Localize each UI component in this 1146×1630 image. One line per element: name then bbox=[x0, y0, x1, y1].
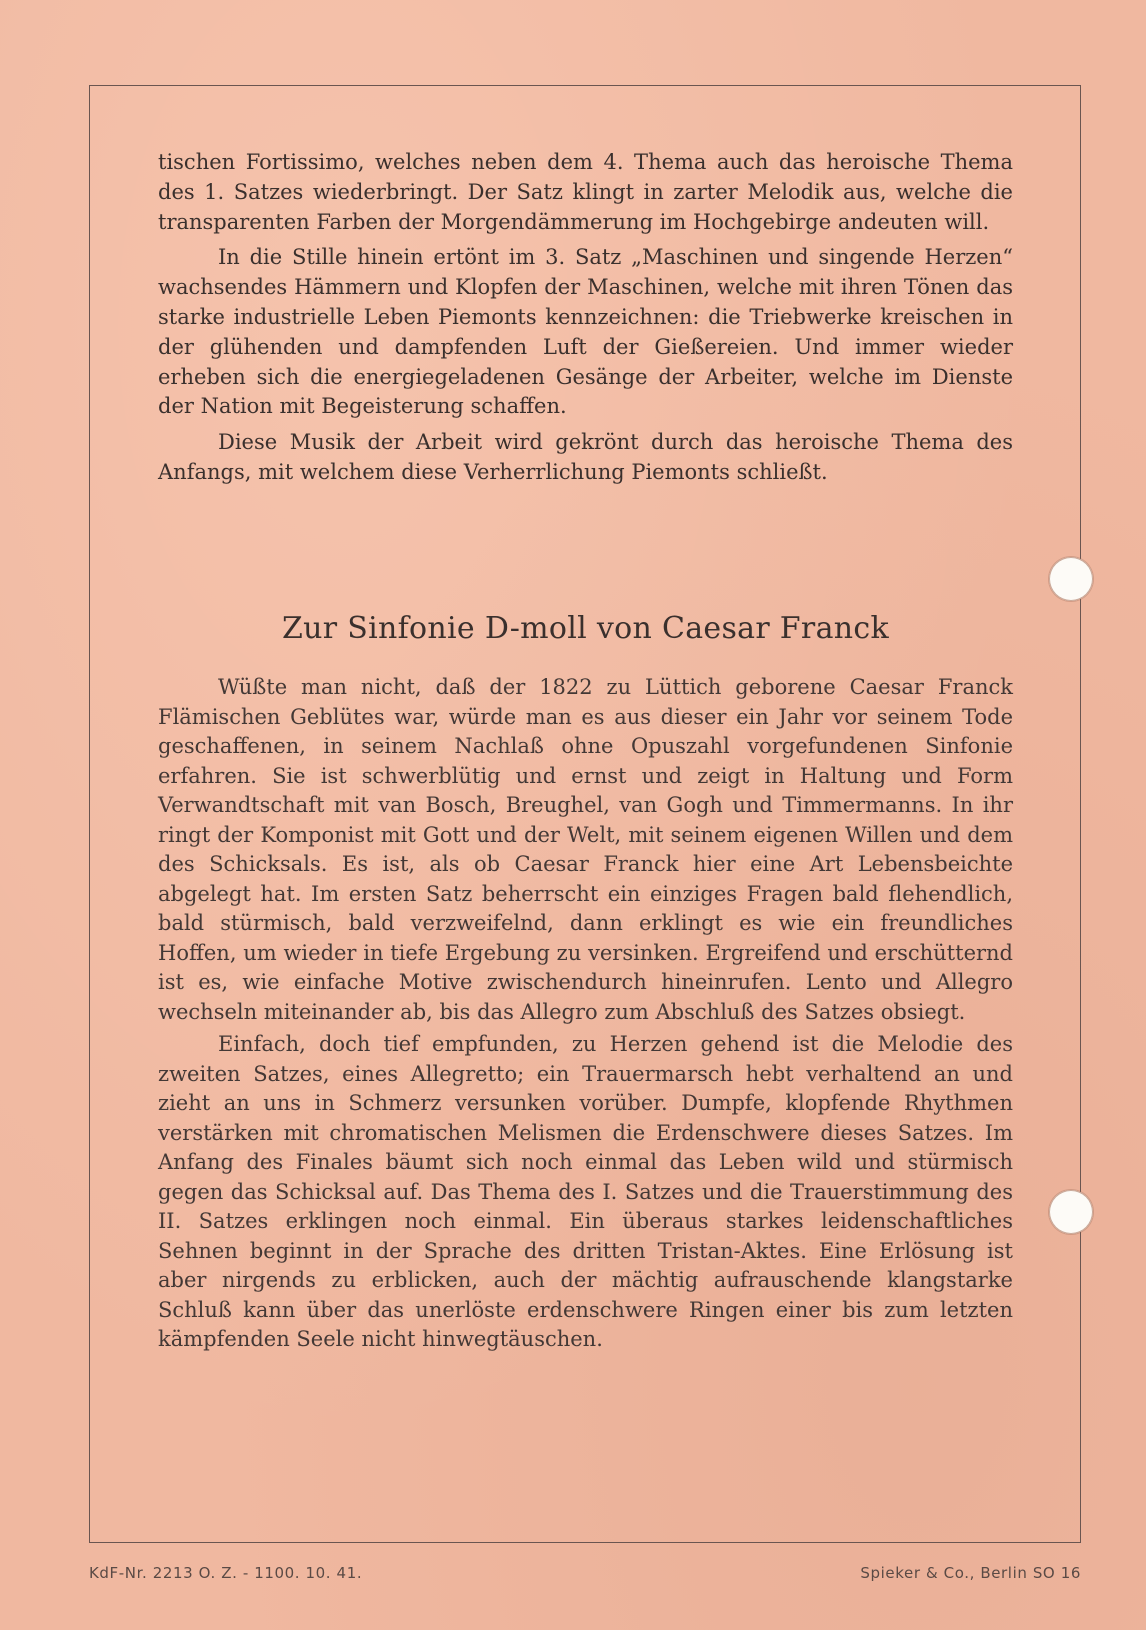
paragraph: Einfach, doch tief empfunden, zu Herzen gehend ist die Melodie des zweiten Satzes, eines Allegretto; ein Trauermarsch hebt verhaltend an und zieht an uns in Schmerz versunken vorüber. Dumpfe, klopfende Rhythmen verstärken mit chromatischen Melismen die Erdenschwere dieses Satzes. Im Anfang des Finales bäumt sich noch einmal das Leben wild und stürmisch gegen das Schicksal auf. Das Thema des I. Satzes und die Trauerstimmung des II. Satzes erklingen noch einmal. Ein überaus starkes leidenschaftliches Sehnen beginnt in der Sprache des dritten Tristan-Aktes. Eine Erlösung ist aber nirgends zu erblicken, auch der mächtig aufrauschende klangstarke Schluß kann über das unerlöste erdenschwere Ringen einer bis zum letzten kämpfenden Seele nicht hinwegtäuschen. bbox=[158, 1032, 1013, 1351]
section-heading: Zur Sinfonie D-moll von Caesar Franck bbox=[282, 611, 889, 646]
footer-printer-credit: Spieker & Co., Berlin SO 16 bbox=[860, 1564, 1081, 1582]
punch-hole-icon bbox=[1049, 557, 1093, 601]
paragraph: Diese Musik der Arbeit wird gekrönt durch das heroische Thema des Anfangs, mit welchem diese Verherrlichung Piemonts schließt. bbox=[158, 430, 1013, 484]
paragraph: In die Stille hinein ertönt im 3. Satz „Maschinen und singende Herzen“ wachsendes Hämmern und Klopfen der Maschinen, welche mit ihren Tönen das starke industrielle Leben Piemonts kennzeichnen: die Triebwerke kreischen in der glühenden und dampfenden Luft der Gießereien. Und immer wieder erheben sich die energiegeladenen Gesänge der Arbeiter, welche im Dienste der Nation mit Begeisterung schaffen. bbox=[158, 245, 1013, 419]
punch-hole-icon bbox=[1049, 1190, 1093, 1234]
footer-print-code: KdF-Nr. 2213 O. Z. - 1100. 10. 41. bbox=[89, 1564, 363, 1582]
paragraph: tischen Fortissimo, welches neben dem 4. Thema auch das heroische Thema des 1. Satzes wiederbringt. Der Satz klingt in zarter Melodik aus, welche die transparenten Farben der Morgendämmerung im Hochgebirge andeuten will. bbox=[158, 150, 1013, 234]
paragraph: Wüßte man nicht, daß der 1822 zu Lüttich geborene Caesar Franck Flämischen Geblütes war, würde man es aus dieser ein Jahr vor seinem Tode geschaffenen, in seinem Nachlaß ohne Opuszahl vorgefundenen Sinfonie erfahren. Sie ist schwerblütig und ernst und zeigt in Haltung und Form Verwandtschaft mit van Bosch, Breughel, van Gogh und Timmermanns. In ihr ringt der Komponist mit Gott und der Welt, mit seinem eigenen Willen und dem des Schicksals. Es ist, als ob Caesar Franck hier eine Art Lebensbeichte abgelegt hat. Im ersten Satz beherrscht ein einziges Fragen bald flehendlich, bald stürmisch, bald verzweifelnd, dann erklingt es wie ein freundliches Hoffen, um wieder in tiefe Ergebung zu versinken. Ergreifend und erschütternd ist es, wie einfache Motive zwischendurch hineinrufen. Lento und Allegro wechseln miteinander ab, bis das Allegro zum Abschluß des Satzes obsiegt. bbox=[158, 675, 1013, 1024]
continuation-text bbox=[158, 148, 1013, 488]
franck-section-text bbox=[158, 673, 1013, 1355]
